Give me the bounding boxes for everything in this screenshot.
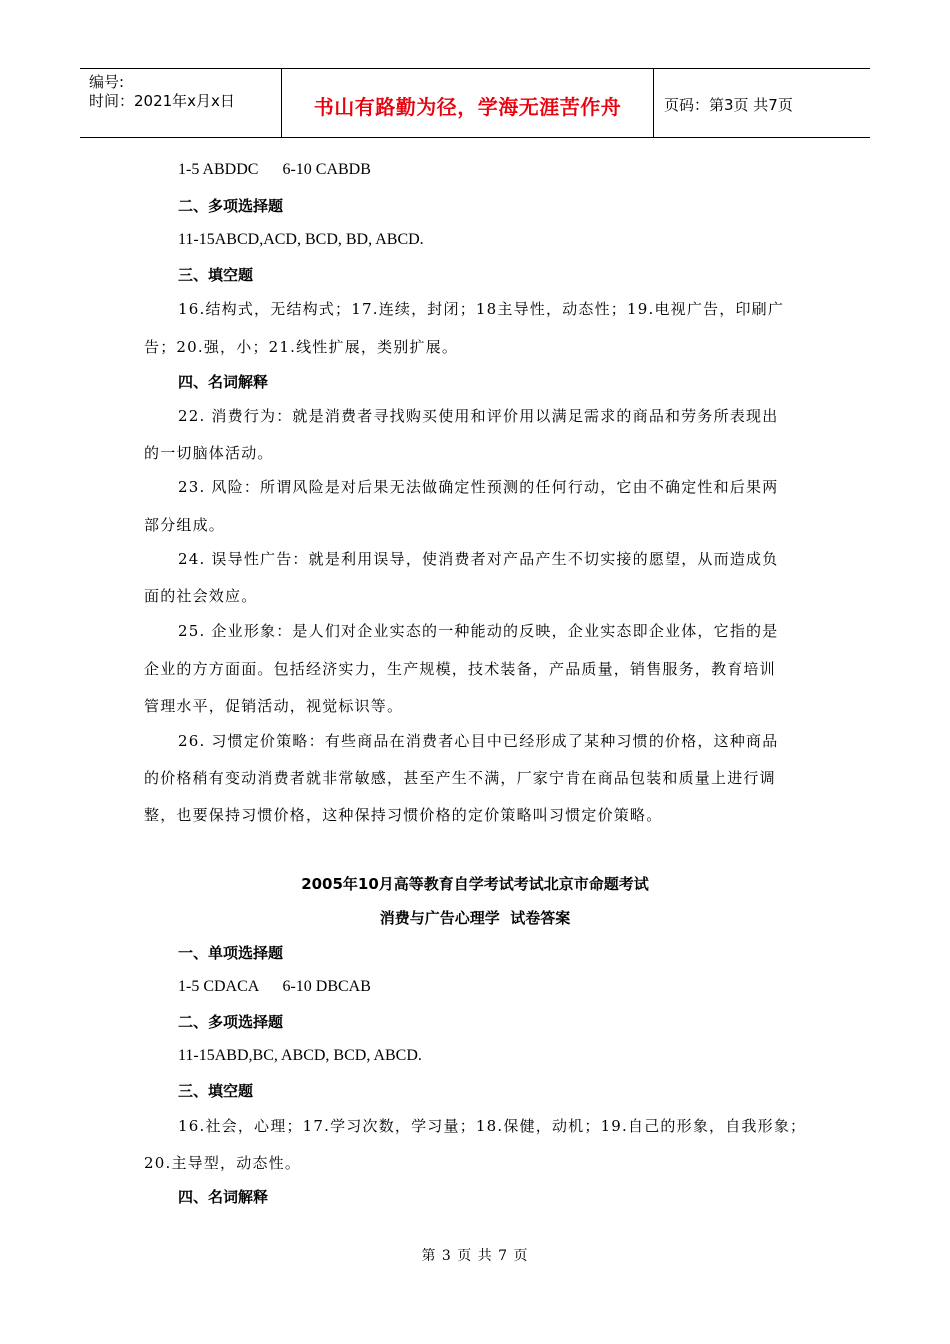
term-22-line: 22. 消费行为：就是消费者寻找购买使用和评价用以满足需求的商品和劳务所表现出 xyxy=(178,407,779,425)
term-22-line: 的一切脑体活动。 xyxy=(144,444,274,462)
header-motto: 书山有路勤为径，学海无涯苦作舟 xyxy=(313,95,622,119)
header-meta xyxy=(80,69,282,137)
multi-choice-answers: 11-15ABD,BC, ABCD, BCD, ABCD. xyxy=(178,1047,422,1064)
page-footer: 第 3 页 共 7 页 xyxy=(421,1248,529,1264)
single-choice-answers: 1-5 ABDDC 6-10 CABDB xyxy=(178,161,371,178)
multi-choice-heading: 二、多项选择题 xyxy=(178,197,284,215)
term-25-line: 企业的方方面面。包括经济实力，生产规模，技术装备，产品质量，销售服务，教育培训 xyxy=(144,660,776,678)
time-label: 时间：2021年x月x日 xyxy=(89,92,235,110)
header-motto-cell xyxy=(282,69,654,137)
single-choice-heading: 一、单项选择题 xyxy=(178,944,284,962)
multi-choice-heading: 二、多项选择题 xyxy=(178,1013,284,1031)
exam-title: 2005年10月高等教育自学考试考试北京市命题考试 xyxy=(301,875,649,893)
page-header xyxy=(80,68,870,138)
term-23-line: 23. 风险：所谓风险是对后果无法做确定性预测的任何行动，它由不确定性和后果两 xyxy=(178,478,779,496)
term-24-line: 24. 误导性广告：就是利用误导，使消费者对产品产生不切实接的愿望，从而造成负 xyxy=(178,550,779,568)
term-24-line: 面的社会效应。 xyxy=(144,587,258,605)
term-explanation-heading: 四、名词解释 xyxy=(178,373,269,391)
header-page-info: 页码：第3页 共7页 xyxy=(664,96,793,114)
fill-blank-heading: 三、填空题 xyxy=(178,266,254,284)
term-explanation-heading: 四、名词解释 xyxy=(178,1188,269,1206)
term-26-line: 的价格稍有变动消费者就非常敏感，甚至产生不满，厂家宁肯在商品包装和质量上进行调 xyxy=(144,769,776,787)
term-23-line: 部分组成。 xyxy=(144,516,226,534)
term-25-line: 管理水平，促销活动，视觉标识等。 xyxy=(144,697,404,715)
multi-choice-answers: 11-15ABCD,ACD, BCD, BD, ABCD. xyxy=(178,231,424,248)
fill-blank-line: 告；20.强，小；21.线性扩展，类别扩展。 xyxy=(144,338,459,356)
term-26-line: 整，也要保持习惯价格，这种保持习惯价格的定价策略叫习惯定价策略。 xyxy=(144,806,663,824)
term-25-line: 25. 企业形象：是人们对企业实态的一种能动的反映，企业实态即企业体，它指的是 xyxy=(178,622,779,640)
fill-blank-line: 16.社会，心理；17.学习次数，学习量；18.保健，动机；19.自己的形象，自我形象； xyxy=(178,1117,807,1135)
exam-subtitle: 消费与广告心理学 试卷答案 xyxy=(379,909,571,927)
number-label: 编号: xyxy=(89,73,125,91)
fill-blank-heading: 三、填空题 xyxy=(178,1082,254,1100)
single-choice-answers: 1-5 CDACA 6-10 DBCAB xyxy=(178,978,371,995)
fill-blank-line: 20.主导型，动态性。 xyxy=(144,1154,302,1172)
fill-blank-line: 16.结构式，无结构式；17.连续，封闭；18主导性，动态性；19.电视广告，印刷广 xyxy=(178,300,785,318)
term-26-line: 26. 习惯定价策略：有些商品在消费者心目中已经形成了某种习惯的价格，这种商品 xyxy=(178,732,779,750)
